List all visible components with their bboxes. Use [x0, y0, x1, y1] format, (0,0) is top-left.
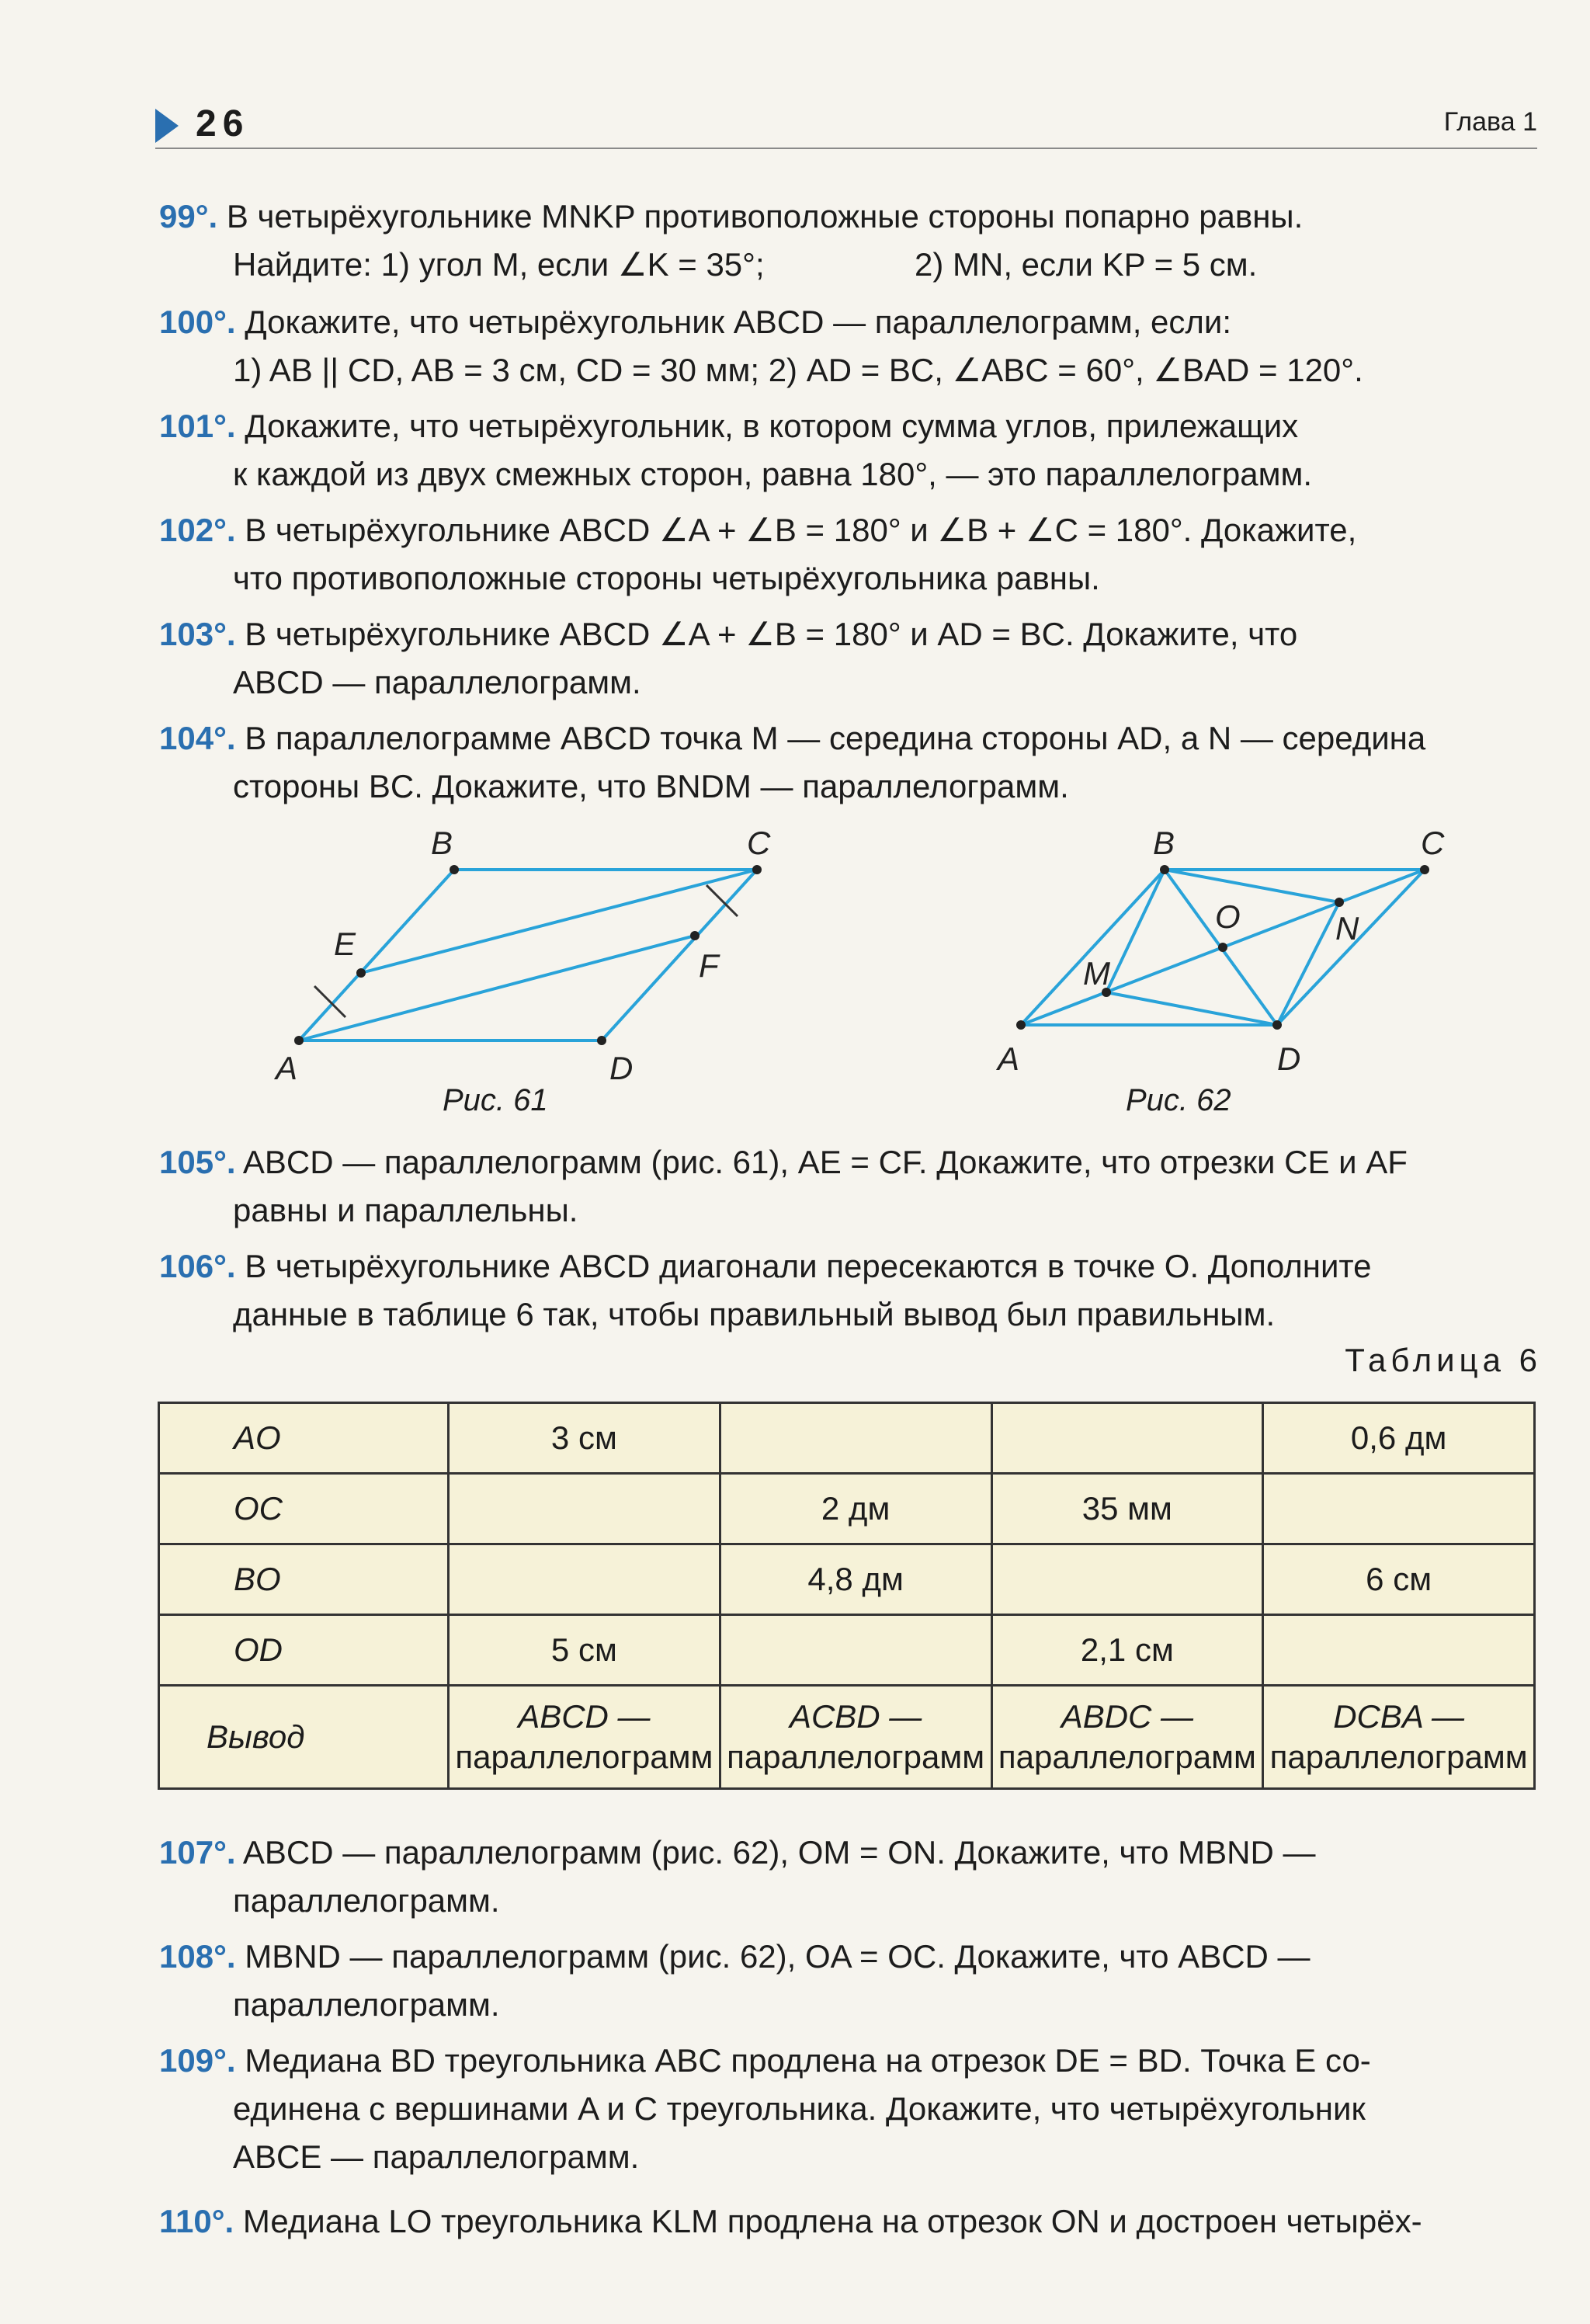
problem-text: Докажите, что четырёхугольник ABCD — параллелограмм, если:: [245, 304, 1232, 340]
figure-61-drawing: [256, 823, 815, 1086]
table-cell: [449, 1474, 720, 1544]
problem-text-line2: ABCD — параллелограмм.: [233, 664, 641, 700]
table-cell: 4,8 дм: [720, 1544, 991, 1615]
conclusion-word: параллелограмм: [727, 1739, 985, 1775]
problem-text: Медиана LO треугольника KLM продлена на отрезок ON и достроен четырёх-: [242, 2203, 1422, 2239]
table-6: [158, 1402, 1536, 1790]
label-o: O: [1215, 898, 1241, 935]
table-cell: [991, 1544, 1263, 1615]
problem-text: В четырёхугольнике ABCD диагонали пересекаются в точке O. Дополните: [245, 1248, 1372, 1284]
label-b: B: [431, 825, 453, 861]
problem-text-line2: 1) AB || CD, AB = 3 см, CD = 30 мм; 2) AD = BC, ∠ABC = 60°, ∠BAD = 120°.: [233, 352, 1363, 388]
problem-text-line2: [159, 241, 1541, 289]
problem-part-2: 2) MN, если KP = 5 см.: [914, 246, 1258, 283]
row-head: BO: [159, 1544, 449, 1615]
tick-mark-ae: [314, 986, 345, 1017]
problem-100: [159, 298, 1541, 394]
problem-number: 101°.: [159, 408, 236, 444]
problem-number: 106°.: [159, 1248, 236, 1284]
problem-number: 110°.: [159, 2203, 234, 2239]
conclusion-word: параллелограмм: [998, 1739, 1256, 1775]
table-cell: 35 мм: [991, 1474, 1263, 1544]
problem-text-line2: единена с вершинами A и C треугольника. Докажите, что четырёхугольник: [233, 2090, 1366, 2127]
problem-number: 104°.: [159, 720, 236, 756]
quad-name: ABDC —: [1061, 1698, 1194, 1735]
problem-text-line2: равны и параллельны.: [233, 1192, 578, 1228]
problem-number: 100°.: [159, 304, 236, 340]
problem-text: В четырёхугольнике MNKP противоположные стороны попарно равны.: [226, 198, 1304, 234]
table-caption: Таблица 6: [1345, 1342, 1542, 1378]
quad-name: ACBD —: [789, 1698, 922, 1735]
problem-99: [159, 193, 1541, 289]
table-cell: 0,6 дм: [1263, 1403, 1535, 1474]
table-row: [159, 1403, 1535, 1474]
conclusion-cell: [720, 1686, 991, 1789]
table-row: [159, 1474, 1535, 1544]
problem-102: [159, 506, 1541, 603]
problem-text: MBND — параллелограмм (рис. 62), OA = OC. Докажите, что ABCD —: [245, 1938, 1311, 1975]
problem-number: 99°.: [159, 198, 218, 234]
label-c: C: [1421, 825, 1445, 861]
conclusion-word: параллелограмм: [455, 1739, 713, 1775]
problem-108: [159, 1933, 1541, 2029]
problem-text-line2: что противоположные стороны четырёхугольника равны.: [233, 560, 1100, 596]
problem-text-line2: параллелограмм.: [233, 1882, 500, 1919]
table-cell: [720, 1615, 991, 1686]
conclusion-cell: [449, 1686, 720, 1789]
problem-109: [159, 2037, 1541, 2181]
figure-62-caption: Рис. 62: [1126, 1083, 1231, 1117]
table-cell: [1263, 1474, 1535, 1544]
problem-103: [159, 610, 1541, 707]
table-cell: 3 см: [449, 1403, 720, 1474]
row-head: OD: [159, 1615, 449, 1686]
row-head: Вывод: [159, 1686, 449, 1789]
problem-text-line2: стороны BC. Докажите, что BNDM — параллелограмм.: [233, 768, 1069, 804]
segment-af: [299, 936, 695, 1040]
table-cell: [991, 1403, 1263, 1474]
problem-text-line3: ABCE — параллелограмм.: [233, 2138, 640, 2175]
problem-text: В четырёхугольнике ABCD ∠A + ∠B = 180° и AD = BC. Докажите, что: [245, 616, 1298, 652]
table-cell: [720, 1403, 991, 1474]
conclusion-word: параллелограмм: [1269, 1739, 1528, 1775]
table-cell: 5 см: [449, 1615, 720, 1686]
table-cell: 2 дм: [720, 1474, 991, 1544]
label-n: N: [1335, 910, 1359, 947]
table-cell: [449, 1544, 720, 1615]
problem-number: 102°.: [159, 512, 236, 548]
problem-110: [159, 2197, 1541, 2246]
problem-text-line2: параллелограмм.: [233, 1986, 500, 2023]
table-cell: 6 см: [1263, 1544, 1535, 1615]
row-head: AO: [159, 1403, 449, 1474]
quad-name: DCBA —: [1333, 1698, 1465, 1735]
label-e: E: [334, 926, 356, 962]
conclusion-cell: [1263, 1686, 1535, 1789]
label-c: C: [747, 825, 771, 861]
label-b: B: [1153, 825, 1175, 861]
figure-62: [994, 823, 1491, 1083]
label-d: D: [1277, 1040, 1301, 1077]
problem-101: [159, 402, 1541, 498]
problem-text: В параллелограмме ABCD точка M — середина стороны AD, а N — середина: [245, 720, 1426, 756]
table-cell: [1263, 1615, 1535, 1686]
table-cell: 2,1 см: [991, 1615, 1263, 1686]
problem-text: Медиана BD треугольника ABC продлена на отрезок DE = BD. Точка E со-: [245, 2042, 1371, 2079]
problem-106: [159, 1242, 1541, 1339]
problem-107: [159, 1829, 1541, 1925]
problem-number: 108°.: [159, 1938, 236, 1975]
problem-number: 107°.: [159, 1834, 236, 1871]
row-head: OC: [159, 1474, 449, 1544]
label-a: A: [276, 1050, 298, 1086]
table-row-conclusion: [159, 1686, 1535, 1789]
label-a: A: [998, 1040, 1020, 1077]
page-number: 26: [196, 103, 250, 144]
problem-number: 105°.: [159, 1144, 236, 1180]
chapter-title: Глава 1: [1443, 107, 1537, 137]
problem-text-line2: данные в таблице 6 так, чтобы правильный вывод был правильным.: [233, 1296, 1276, 1332]
problem-text: В четырёхугольнике ABCD ∠A + ∠B = 180° и ∠B + ∠C = 180°. Докажите,: [245, 512, 1357, 548]
problem-104: [159, 714, 1541, 811]
table-row: [159, 1615, 1535, 1686]
problem-text-line2: к каждой из двух смежных сторон, равна 180°, — это параллелограмм.: [233, 456, 1313, 492]
problem-number: 103°.: [159, 616, 236, 652]
figure-61-caption: Рис. 61: [443, 1083, 548, 1117]
problem-105: [159, 1138, 1541, 1235]
problem-text: Докажите, что четырёхугольник, в котором сумма углов, прилежащих: [245, 408, 1299, 444]
tick-mark-cf: [706, 885, 738, 916]
figure-61: [256, 823, 815, 1086]
conclusion-cell: [991, 1686, 1263, 1789]
parallelogram-abcd: [299, 870, 757, 1040]
label-f: F: [699, 947, 719, 984]
problem-part-1: Найдите: 1) угол M, если ∠K = 35°;: [233, 246, 765, 283]
problem-text: ABCD — параллелограмм (рис. 61), AE = CF. Докажите, что отрезки CE и AF: [242, 1144, 1408, 1180]
quad-name: ABCD —: [518, 1698, 651, 1735]
figure-62-drawing: [994, 823, 1491, 1079]
problem-text: ABCD — параллелограмм (рис. 62), OM = ON. Докажите, что MBND —: [242, 1834, 1316, 1871]
table-row: [159, 1544, 1535, 1615]
segment-ec: [361, 870, 757, 973]
problem-number: 109°.: [159, 2042, 236, 2079]
label-d: D: [609, 1050, 634, 1086]
label-m: M: [1083, 955, 1110, 992]
page-header: [155, 101, 1537, 149]
page-arrow-icon: [155, 109, 179, 143]
